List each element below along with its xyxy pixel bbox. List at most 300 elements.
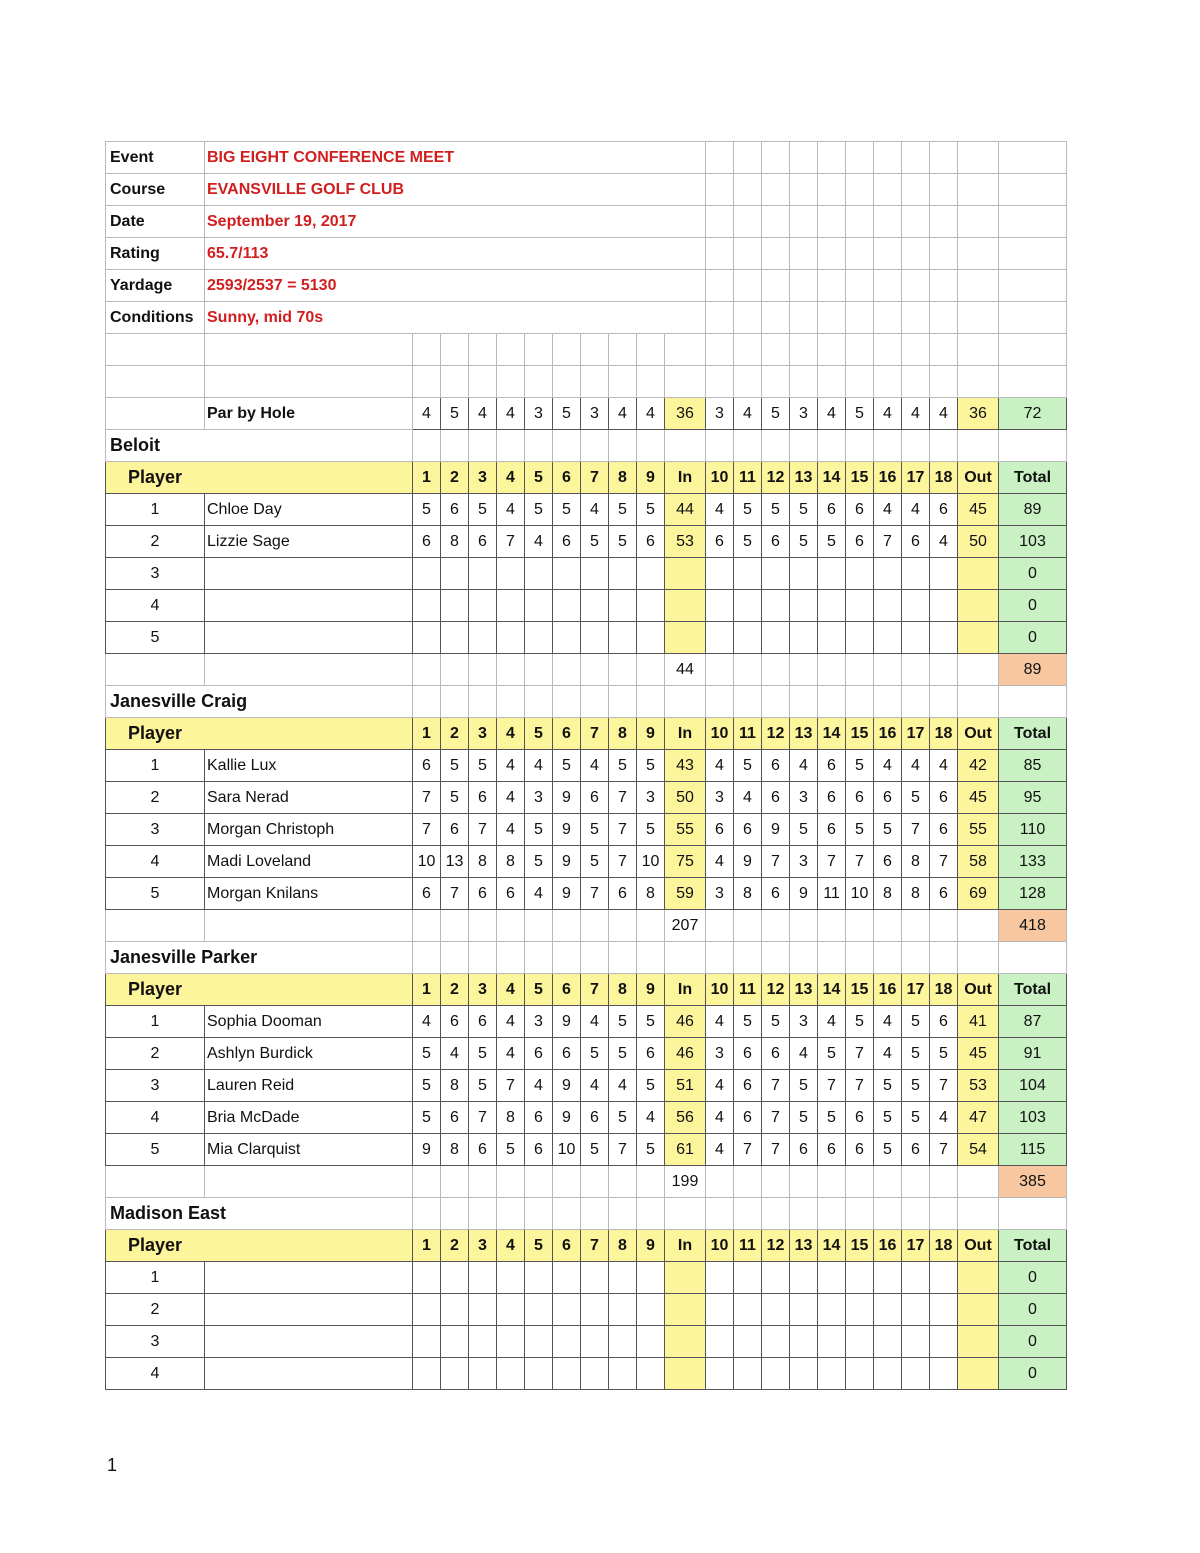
hole-score: 7: [930, 1070, 958, 1102]
hole-score: [818, 558, 846, 590]
empty-cell: [846, 142, 874, 174]
hole-header: 14: [818, 462, 846, 494]
player-row: [106, 1134, 1067, 1166]
empty-cell: [609, 334, 637, 366]
hole-score: 5: [413, 494, 441, 526]
hole-score: 5: [790, 1070, 818, 1102]
in-score: [665, 1294, 706, 1326]
hole-score: [497, 1262, 525, 1294]
hole-header: 8: [609, 718, 637, 750]
hole-score: [637, 1294, 665, 1326]
hole-score: 5: [734, 1006, 762, 1038]
empty-cell: [999, 238, 1067, 270]
empty-cell: [734, 302, 762, 334]
empty-cell: [874, 174, 902, 206]
hole-score: 7: [609, 782, 637, 814]
hole-header: 13: [790, 1230, 818, 1262]
par-hole: 4: [413, 398, 441, 430]
hole-header: 6: [553, 718, 581, 750]
empty-cell: [902, 334, 930, 366]
hole-header: 8: [609, 462, 637, 494]
hole-score: [553, 1358, 581, 1390]
par-hole: 5: [762, 398, 790, 430]
hole-score: 5: [609, 1038, 637, 1070]
player-number: 3: [106, 1326, 205, 1358]
out-score: 69: [958, 878, 999, 910]
hole-score: 4: [497, 782, 525, 814]
hole-score: 6: [441, 1102, 469, 1134]
empty-cell: [902, 366, 930, 398]
empty-cell: [734, 1166, 762, 1198]
empty-cell: [790, 334, 818, 366]
hole-score: 5: [846, 814, 874, 846]
player-number: 2: [106, 782, 205, 814]
hole-score: [762, 1294, 790, 1326]
empty-cell: [930, 654, 958, 686]
hole-score: [553, 1294, 581, 1326]
empty-cell: [818, 430, 846, 462]
hole-score: 7: [609, 814, 637, 846]
player-name: [205, 558, 413, 590]
empty-cell: [106, 910, 205, 942]
empty-cell: [846, 1198, 874, 1230]
hole-score: 6: [469, 526, 497, 558]
empty-cell: [525, 334, 553, 366]
empty-cell: [413, 942, 441, 974]
team-row: [106, 1198, 1067, 1230]
in-score: 46: [665, 1038, 706, 1070]
empty-cell: [930, 174, 958, 206]
hole-score: 5: [874, 1070, 902, 1102]
empty-cell: [958, 686, 999, 718]
hole-score: [790, 622, 818, 654]
hole-score: [734, 1326, 762, 1358]
empty-cell: [413, 1198, 441, 1230]
hole-score: 10: [637, 846, 665, 878]
empty-cell: [762, 430, 790, 462]
empty-cell: [818, 366, 846, 398]
empty-cell: [790, 686, 818, 718]
empty-cell: [106, 654, 205, 686]
hole-score: 6: [706, 526, 734, 558]
empty-cell: [734, 910, 762, 942]
hole-score: 5: [525, 494, 553, 526]
hole-header: 7: [581, 974, 609, 1006]
par-hole: 5: [846, 398, 874, 430]
hole-score: 7: [818, 846, 846, 878]
hole-header: 18: [930, 718, 958, 750]
empty-cell: [790, 910, 818, 942]
hole-score: 9: [553, 814, 581, 846]
empty-cell: [413, 686, 441, 718]
hole-score: 7: [846, 846, 874, 878]
hole-header: 17: [902, 718, 930, 750]
empty-cell: [441, 686, 469, 718]
meta-label: Rating: [106, 238, 205, 270]
hole-score: 5: [902, 782, 930, 814]
empty-cell: [734, 206, 762, 238]
par-hole: 4: [818, 398, 846, 430]
hole-score: [874, 622, 902, 654]
hole-score: 6: [525, 1134, 553, 1166]
hole-score: 6: [441, 814, 469, 846]
hole-score: 5: [609, 1102, 637, 1134]
hole-score: 6: [734, 1038, 762, 1070]
hole-score: 8: [469, 846, 497, 878]
empty-cell: [874, 142, 902, 174]
player-row: [106, 558, 1067, 590]
empty-cell: [902, 654, 930, 686]
empty-cell: [553, 686, 581, 718]
empty-cell: [609, 942, 637, 974]
hole-score: [846, 1326, 874, 1358]
hole-score: [469, 558, 497, 590]
empty-cell: [609, 1166, 637, 1198]
hole-score: 5: [413, 1102, 441, 1134]
hole-score: 5: [902, 1070, 930, 1102]
hole-header: 2: [441, 974, 469, 1006]
empty-cell: [818, 686, 846, 718]
hole-score: 6: [469, 1134, 497, 1166]
out-header: Out: [958, 462, 999, 494]
empty-cell: [413, 366, 441, 398]
empty-cell: [706, 686, 734, 718]
hole-score: 4: [413, 1006, 441, 1038]
hole-score: 6: [469, 1006, 497, 1038]
empty-cell: [958, 942, 999, 974]
empty-cell: [930, 430, 958, 462]
hole-score: 4: [525, 1070, 553, 1102]
hole-score: [637, 1326, 665, 1358]
empty-cell: [497, 686, 525, 718]
in-header: In: [665, 462, 706, 494]
empty-cell: [106, 1166, 205, 1198]
total-score: 0: [999, 622, 1067, 654]
empty-cell: [930, 302, 958, 334]
header-row: [106, 718, 1067, 750]
empty-cell: [205, 1166, 413, 1198]
in-score: 59: [665, 878, 706, 910]
player-number: 5: [106, 622, 205, 654]
empty-cell: [734, 270, 762, 302]
player-name: Madi Loveland: [205, 846, 413, 878]
hole-score: 13: [441, 846, 469, 878]
empty-cell: [706, 654, 734, 686]
hole-header: 1: [413, 974, 441, 1006]
empty-cell: [441, 942, 469, 974]
meta-value: BIG EIGHT CONFERENCE MEET: [205, 142, 706, 174]
hole-score: 5: [441, 750, 469, 782]
empty-cell: [762, 142, 790, 174]
empty-cell: [818, 654, 846, 686]
hole-score: 5: [790, 494, 818, 526]
empty-cell: [525, 1198, 553, 1230]
hole-score: 6: [818, 814, 846, 846]
player-name: [205, 1326, 413, 1358]
empty-cell: [205, 910, 413, 942]
empty-cell: [930, 1198, 958, 1230]
total-score: 0: [999, 1262, 1067, 1294]
hole-score: 4: [706, 494, 734, 526]
hole-score: 5: [734, 526, 762, 558]
player-row: [106, 1038, 1067, 1070]
in-score: 44: [665, 494, 706, 526]
hole-score: 6: [734, 1102, 762, 1134]
hole-score: [581, 1358, 609, 1390]
hole-score: [790, 590, 818, 622]
hole-score: 7: [441, 878, 469, 910]
hole-header: 13: [790, 718, 818, 750]
hole-score: [874, 1326, 902, 1358]
meta-label: Conditions: [106, 302, 205, 334]
hole-score: [818, 1262, 846, 1294]
player-name: [205, 622, 413, 654]
player-row: [106, 526, 1067, 558]
hole-score: [609, 622, 637, 654]
player-number: 1: [106, 1262, 205, 1294]
hole-score: [441, 1262, 469, 1294]
hole-header: 7: [581, 462, 609, 494]
empty-cell: [930, 686, 958, 718]
hole-score: 6: [930, 878, 958, 910]
hole-score: 7: [609, 846, 637, 878]
hole-score: 5: [930, 1038, 958, 1070]
empty-cell: [874, 238, 902, 270]
empty-cell: [553, 366, 581, 398]
hole-score: 4: [706, 1006, 734, 1038]
hole-score: [553, 622, 581, 654]
in-header: In: [665, 974, 706, 1006]
player-header: Player: [106, 1230, 413, 1262]
empty-cell: [637, 686, 665, 718]
hole-score: 9: [553, 1102, 581, 1134]
par-hole: 4: [637, 398, 665, 430]
total-header: Total: [999, 974, 1067, 1006]
hole-score: 5: [413, 1038, 441, 1070]
par-hole: 4: [469, 398, 497, 430]
empty-cell: [762, 238, 790, 270]
hole-score: 10: [846, 878, 874, 910]
team-in-total: 44: [665, 654, 706, 686]
empty-cell: [762, 1166, 790, 1198]
hole-score: [930, 1262, 958, 1294]
empty-cell: [818, 270, 846, 302]
empty-cell: [762, 270, 790, 302]
hole-score: 6: [874, 846, 902, 878]
hole-score: 5: [581, 1134, 609, 1166]
hole-score: 4: [525, 750, 553, 782]
empty-cell: [581, 686, 609, 718]
player-name: Lizzie Sage: [205, 526, 413, 558]
empty-cell: [790, 942, 818, 974]
in-score: 46: [665, 1006, 706, 1038]
empty-cell: [790, 142, 818, 174]
empty-cell: [762, 174, 790, 206]
hole-score: [762, 1358, 790, 1390]
empty-cell: [734, 1198, 762, 1230]
hole-score: [734, 622, 762, 654]
hole-score: [609, 1294, 637, 1326]
player-name: Sara Nerad: [205, 782, 413, 814]
hole-header: 10: [706, 718, 734, 750]
hole-score: 6: [581, 1102, 609, 1134]
hole-header: 5: [525, 974, 553, 1006]
in-score: [665, 1358, 706, 1390]
hole-header: 18: [930, 974, 958, 1006]
empty-cell: [706, 302, 734, 334]
empty-cell: [525, 942, 553, 974]
hole-score: 4: [930, 526, 958, 558]
hole-score: [846, 558, 874, 590]
empty-cell: [999, 366, 1067, 398]
empty-cell: [609, 430, 637, 462]
meta-label: Date: [106, 206, 205, 238]
hole-header: 11: [734, 974, 762, 1006]
hole-header: 9: [637, 1230, 665, 1262]
hole-score: [581, 558, 609, 590]
player-row: [106, 1326, 1067, 1358]
empty-cell: [790, 1166, 818, 1198]
hole-score: 6: [413, 878, 441, 910]
hole-score: 5: [581, 814, 609, 846]
player-number: 5: [106, 1134, 205, 1166]
team-name: Madison East: [106, 1198, 413, 1230]
hole-score: 6: [930, 1006, 958, 1038]
hole-score: 7: [734, 1134, 762, 1166]
empty-cell: [497, 1166, 525, 1198]
hole-score: 8: [441, 1070, 469, 1102]
hole-score: 9: [734, 846, 762, 878]
empty-cell: [958, 142, 999, 174]
empty-cell: [874, 1198, 902, 1230]
hole-score: [525, 1326, 553, 1358]
hole-score: [902, 1358, 930, 1390]
hole-score: [413, 1294, 441, 1326]
par-label: Par by Hole: [205, 398, 413, 430]
blank-row: [106, 334, 1067, 366]
total-score: 0: [999, 558, 1067, 590]
hole-score: 4: [581, 1070, 609, 1102]
empty-cell: [902, 302, 930, 334]
empty-cell: [609, 910, 637, 942]
hole-score: 6: [846, 1102, 874, 1134]
hole-score: [637, 1262, 665, 1294]
empty-cell: [902, 174, 930, 206]
player-row: [106, 1006, 1067, 1038]
hole-header: 11: [734, 462, 762, 494]
par-hole: 5: [553, 398, 581, 430]
player-name: Bria McDade: [205, 1102, 413, 1134]
hole-score: [902, 1294, 930, 1326]
empty-cell: [902, 686, 930, 718]
hole-score: 4: [637, 1102, 665, 1134]
team-grand-total: 89: [999, 654, 1067, 686]
empty-cell: [665, 334, 706, 366]
player-row: [106, 878, 1067, 910]
player-row: [106, 1262, 1067, 1294]
empty-cell: [706, 366, 734, 398]
empty-cell: [958, 334, 999, 366]
empty-cell: [581, 942, 609, 974]
total-score: 103: [999, 526, 1067, 558]
empty-cell: [413, 430, 441, 462]
empty-cell: [581, 366, 609, 398]
empty-cell: [469, 686, 497, 718]
hole-score: [441, 1358, 469, 1390]
hole-score: [902, 1262, 930, 1294]
empty-cell: [441, 1166, 469, 1198]
player-number: 4: [106, 1358, 205, 1390]
hole-score: 4: [818, 1006, 846, 1038]
hole-score: [469, 1358, 497, 1390]
empty-cell: [734, 238, 762, 270]
header-row: [106, 974, 1067, 1006]
hole-score: 9: [553, 782, 581, 814]
hole-score: [902, 622, 930, 654]
empty-cell: [553, 1198, 581, 1230]
hole-score: [497, 622, 525, 654]
empty-cell: [846, 366, 874, 398]
hole-score: 5: [609, 526, 637, 558]
empty-cell: [874, 1166, 902, 1198]
empty-cell: [818, 1198, 846, 1230]
hole-score: 6: [469, 878, 497, 910]
empty-cell: [958, 910, 999, 942]
total-score: 0: [999, 1294, 1067, 1326]
hole-header: 8: [609, 1230, 637, 1262]
empty-cell: [999, 174, 1067, 206]
hole-score: [762, 1262, 790, 1294]
out-score: 45: [958, 494, 999, 526]
hole-score: 8: [497, 1102, 525, 1134]
hole-score: [762, 558, 790, 590]
hole-score: [930, 558, 958, 590]
hole-header: 7: [581, 718, 609, 750]
hole-score: [497, 1294, 525, 1326]
total-header: Total: [999, 462, 1067, 494]
empty-cell: [762, 206, 790, 238]
hole-score: 7: [581, 878, 609, 910]
hole-score: 6: [637, 1038, 665, 1070]
par-total: 72: [999, 398, 1067, 430]
hole-score: 4: [581, 750, 609, 782]
player-number: 4: [106, 590, 205, 622]
total-score: 85: [999, 750, 1067, 782]
hole-score: 5: [525, 846, 553, 878]
empty-cell: [525, 430, 553, 462]
hole-score: 7: [497, 526, 525, 558]
hole-score: 9: [553, 846, 581, 878]
hole-score: [413, 1358, 441, 1390]
empty-cell: [874, 910, 902, 942]
hole-score: 6: [734, 814, 762, 846]
empty-cell: [106, 334, 205, 366]
team-total-row: [106, 1166, 1067, 1198]
hole-header: 10: [706, 974, 734, 1006]
in-score: [665, 622, 706, 654]
empty-cell: [665, 686, 706, 718]
in-header: In: [665, 718, 706, 750]
hole-score: [581, 1326, 609, 1358]
hole-header: 2: [441, 462, 469, 494]
hole-score: 5: [818, 1102, 846, 1134]
meta-value: Sunny, mid 70s: [205, 302, 706, 334]
empty-cell: [706, 942, 734, 974]
empty-cell: [902, 142, 930, 174]
hole-score: [818, 1358, 846, 1390]
hole-score: 5: [469, 750, 497, 782]
hole-score: [846, 1358, 874, 1390]
